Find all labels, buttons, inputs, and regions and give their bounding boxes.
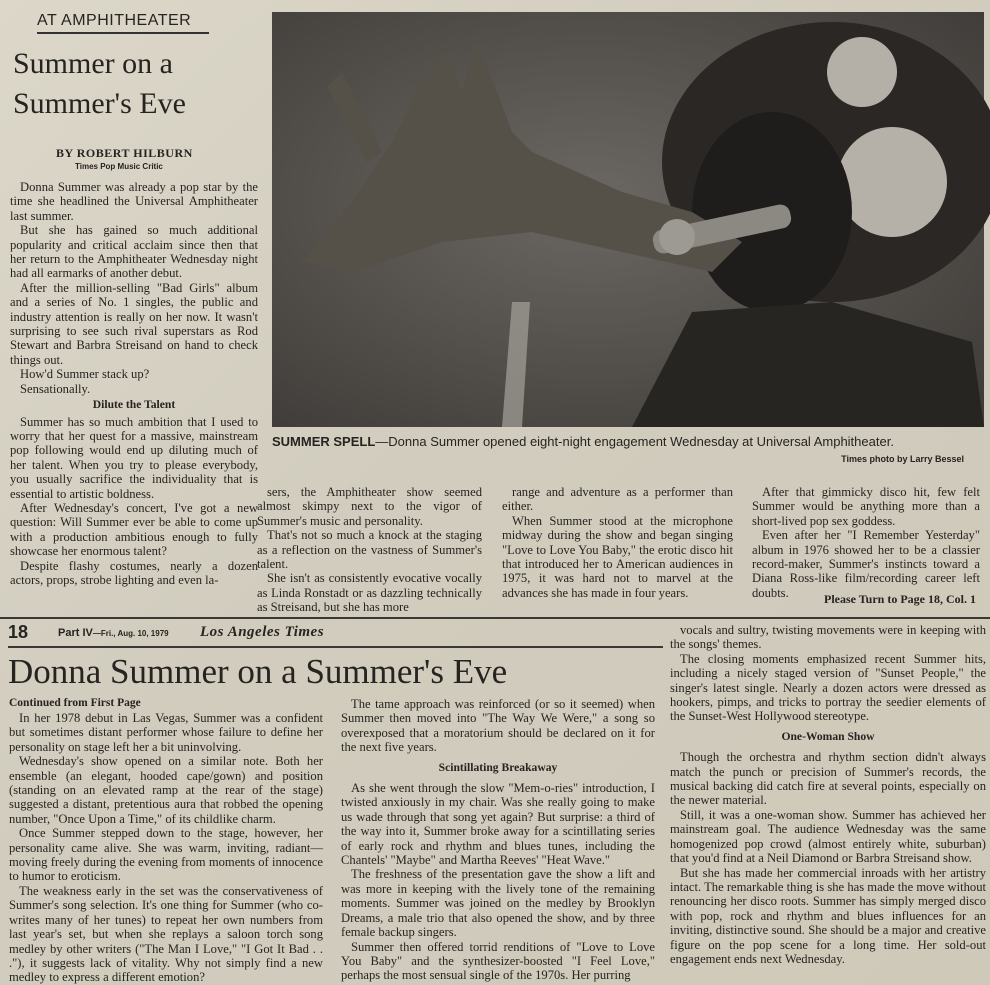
photo-image <box>272 12 984 427</box>
paragraph: When Summer stood at the microphone midway during the show and began singing "Love to Love You Baby," the erotic disco hit that introduced her to American audiences in 1975, it was hard not to marvel at the advances she has made in four years. <box>502 513 733 600</box>
paragraph: In her 1978 debut in Las Vegas, Summer was a confident but sometimes distant performer whose failure to define her personality on stage left her a bit uninvolving. <box>9 711 323 754</box>
paragraph: Still, it was a one-woman show. Summer has achieved her mainstream goal. The audience Wednesday was the same homogenized pop crowd (almost entirely white, suburban) that you'd find at a Neil Diamond or Barbra Streisand show. <box>670 807 986 866</box>
headline: Summer on a Summer's Eve <box>13 47 186 120</box>
paragraph: After that gimmicky disco hit, few felt Summer would be anything more than a short-lived pop sex goddess. <box>752 485 980 528</box>
paragraph: Wednesday's show opened on a similar note. Both her ensemble (an elegant, hooded cape/gown) and position (standing on an elevated ramp at the rear of the stage) suggested a distant, pretentious aura that robbed the opening number, "Once Upon a Time," of its childlike charm. <box>9 754 323 826</box>
paragraph: That's not so much a knock at the staging as a reflection on the vastness of Summer's talent. <box>257 528 482 572</box>
continued-line: Continued from First Page <box>9 697 141 709</box>
paragraph: She isn't as consistently evocative vocally as Linda Ronstadt or as dazzling technically as Streisand, but she has more <box>257 571 482 615</box>
paragraph: Donna Summer was already a pop star by the time she headlined the Universal Amphitheater last summer. <box>10 180 258 223</box>
paragraph: But she has gained so much additional popularity and critical acclaim since then that her return to the Amphitheater Wednesday night had all earmarks of another debut. <box>10 223 258 281</box>
paragraph: Though the orchestra and rhythm section didn't always match the punch or precision of Summer's records, the musical backing did catch fire at several points, especially on the newer material. <box>670 750 986 808</box>
paragraph: As she went through the slow "Mem-o-ries" introduction, I twisted anxiously in my chair. Was she really going to make us wade through that song yet again? But surprise: a third of the way into it, Summer broke away for a scintillating series of early rock and rhythm and blues tunes, including the Chantels' "Maybe" and Martha Reeves' "Heat Wave." <box>341 781 655 868</box>
jump-headline: Donna Summer on a Summer's Eve <box>8 652 508 691</box>
folio-rule <box>8 646 663 648</box>
jump-column-2 <box>341 697 655 983</box>
paragraph: After Wednesday's concert, I've got a new question: Will Summer ever be able to come up with a production ambitious enough to fully showcase her enormous talent? <box>10 500 258 559</box>
paragraph: The freshness of the presentation gave the show a lift and was more in keeping with the lively tone of the remaining moments. Summer was joined on the medley by Brooklyn Dreams, a male trio that also opened the show, and by three female backup singers. <box>341 867 655 940</box>
section: Part IV <box>58 627 93 639</box>
kicker: AT AMPHITHEATER <box>37 12 209 34</box>
subhead: One-Woman Show <box>781 729 875 743</box>
page-number: 18 <box>8 622 29 642</box>
section-dateline <box>58 627 169 639</box>
paragraph: The tame approach was reinforced (or so it seemed) when Summer then moved into "The Way We Were," a song so overexposed that a moratorium should be declared on it for the next five years. <box>341 697 655 755</box>
photo-credit: Times photo by Larry Bessel <box>841 454 964 464</box>
subhead: Scintillating Breakaway <box>438 760 558 774</box>
paragraph: How'd Summer stack up? <box>20 367 150 382</box>
paragraph: The closing moments emphasized recent Summer hits, including a nicely staged version of "Sunset People," the singer's latest single. Nearly a dozen actors were dressed as hookers, pimps, and tricks to portray the seedier elements of the Sunset-West Hollywood stereotype. <box>670 651 986 724</box>
caption-lead: SUMMER SPELL <box>272 434 376 449</box>
jump-column-3 <box>670 623 986 983</box>
paragraph: After the million-selling "Bad Girls" album and a series of No. 1 singles, the public and industry attention is really on her now. It wasn't surprising to see such rival superstars as Rod Stewart and Barbra Streisand on hand to check things out. <box>10 280 258 367</box>
paragraph: Summer has so much ambition that I used to worry that her quest for a massive, mainstream pop following would end up diluting much of her talent. When you try to please everybody, you usually sacrifice the individuality that is essential to artistic boldness. <box>10 414 258 501</box>
jump-column-1 <box>9 711 323 983</box>
paragraph: Sensationally. <box>20 381 91 396</box>
caption-text: —Donna Summer opened eight-night engagement Wednesday at Universal Amphitheater. <box>375 434 894 449</box>
subhead: Dilute the Talent <box>92 398 176 412</box>
paragraph: vocals and sultry, twisting movements were in keeping with the songs' themes. <box>670 623 986 652</box>
article-column-1 <box>10 180 258 604</box>
byline: BY ROBERT HILBURN <box>56 146 193 160</box>
article-column-2 <box>257 485 482 615</box>
paragraph: Despite flashy costumes, nearly a dozen actors, props, strobe lighting and even la- <box>10 558 258 587</box>
paragraph: Once Summer stepped down to the stage, however, her personality came alive. She was warm, inviting, radiant—moving freely during the evening from moments of innocence to humor to eroticism. <box>9 826 323 884</box>
paragraph: The weakness early in the set was the conservativeness of Summer's song selection. It's one thing for Summer (who co-writes many of her tunes) to repeat her own numbers from last year's set, but when she replays a saloon torch song medley by other writers ("The Man I Love," "I Got It Bad . . ."), it suggests lack of vitality. Why not simply find a new medley to express a different emotion? <box>9 883 323 985</box>
jump-line: Please Turn to Page 18, Col. 1 <box>824 592 976 606</box>
byline-role: Times Pop Music Critic <box>75 162 163 171</box>
page-divider <box>0 617 990 619</box>
paragraph: Even after her "I Remember Yesterday" album in 1976 showed her to be a classier record-maker, Summer's instincts toward a Diana Ross-like film/recording career left doubts. <box>752 528 980 600</box>
photo-caption <box>272 434 984 449</box>
article-column-3 <box>502 485 733 606</box>
paragraph: But she has made her commercial inroads with her artistry intact. The remarkable thing is she has made the move without renouncing her disco roots. Summer has simply merged disco with pop, rock and rhythm and blues influences for an inviting, distinctive sound. She should be a major and creative figure on the pop scene for a long time. Her sold-out engagement ends next Wednesday. <box>670 865 986 966</box>
masthead: Los Angeles Times <box>200 624 325 640</box>
paragraph: range and adventure as a performer than either. <box>502 485 733 514</box>
photo <box>272 12 984 427</box>
dateline: —Fri., Aug. 10, 1979 <box>92 629 169 638</box>
paragraph: Summer then offered torrid renditions of "Love to Love You Baby" and the synthesizer-boosted "I Feel Love," perhaps the most sensual single of the 1970s. Her purring <box>341 939 655 983</box>
paragraph: sers, the Amphitheater show seemed almost skimpy next to the vigor of Summer's music and personality. <box>257 485 482 528</box>
